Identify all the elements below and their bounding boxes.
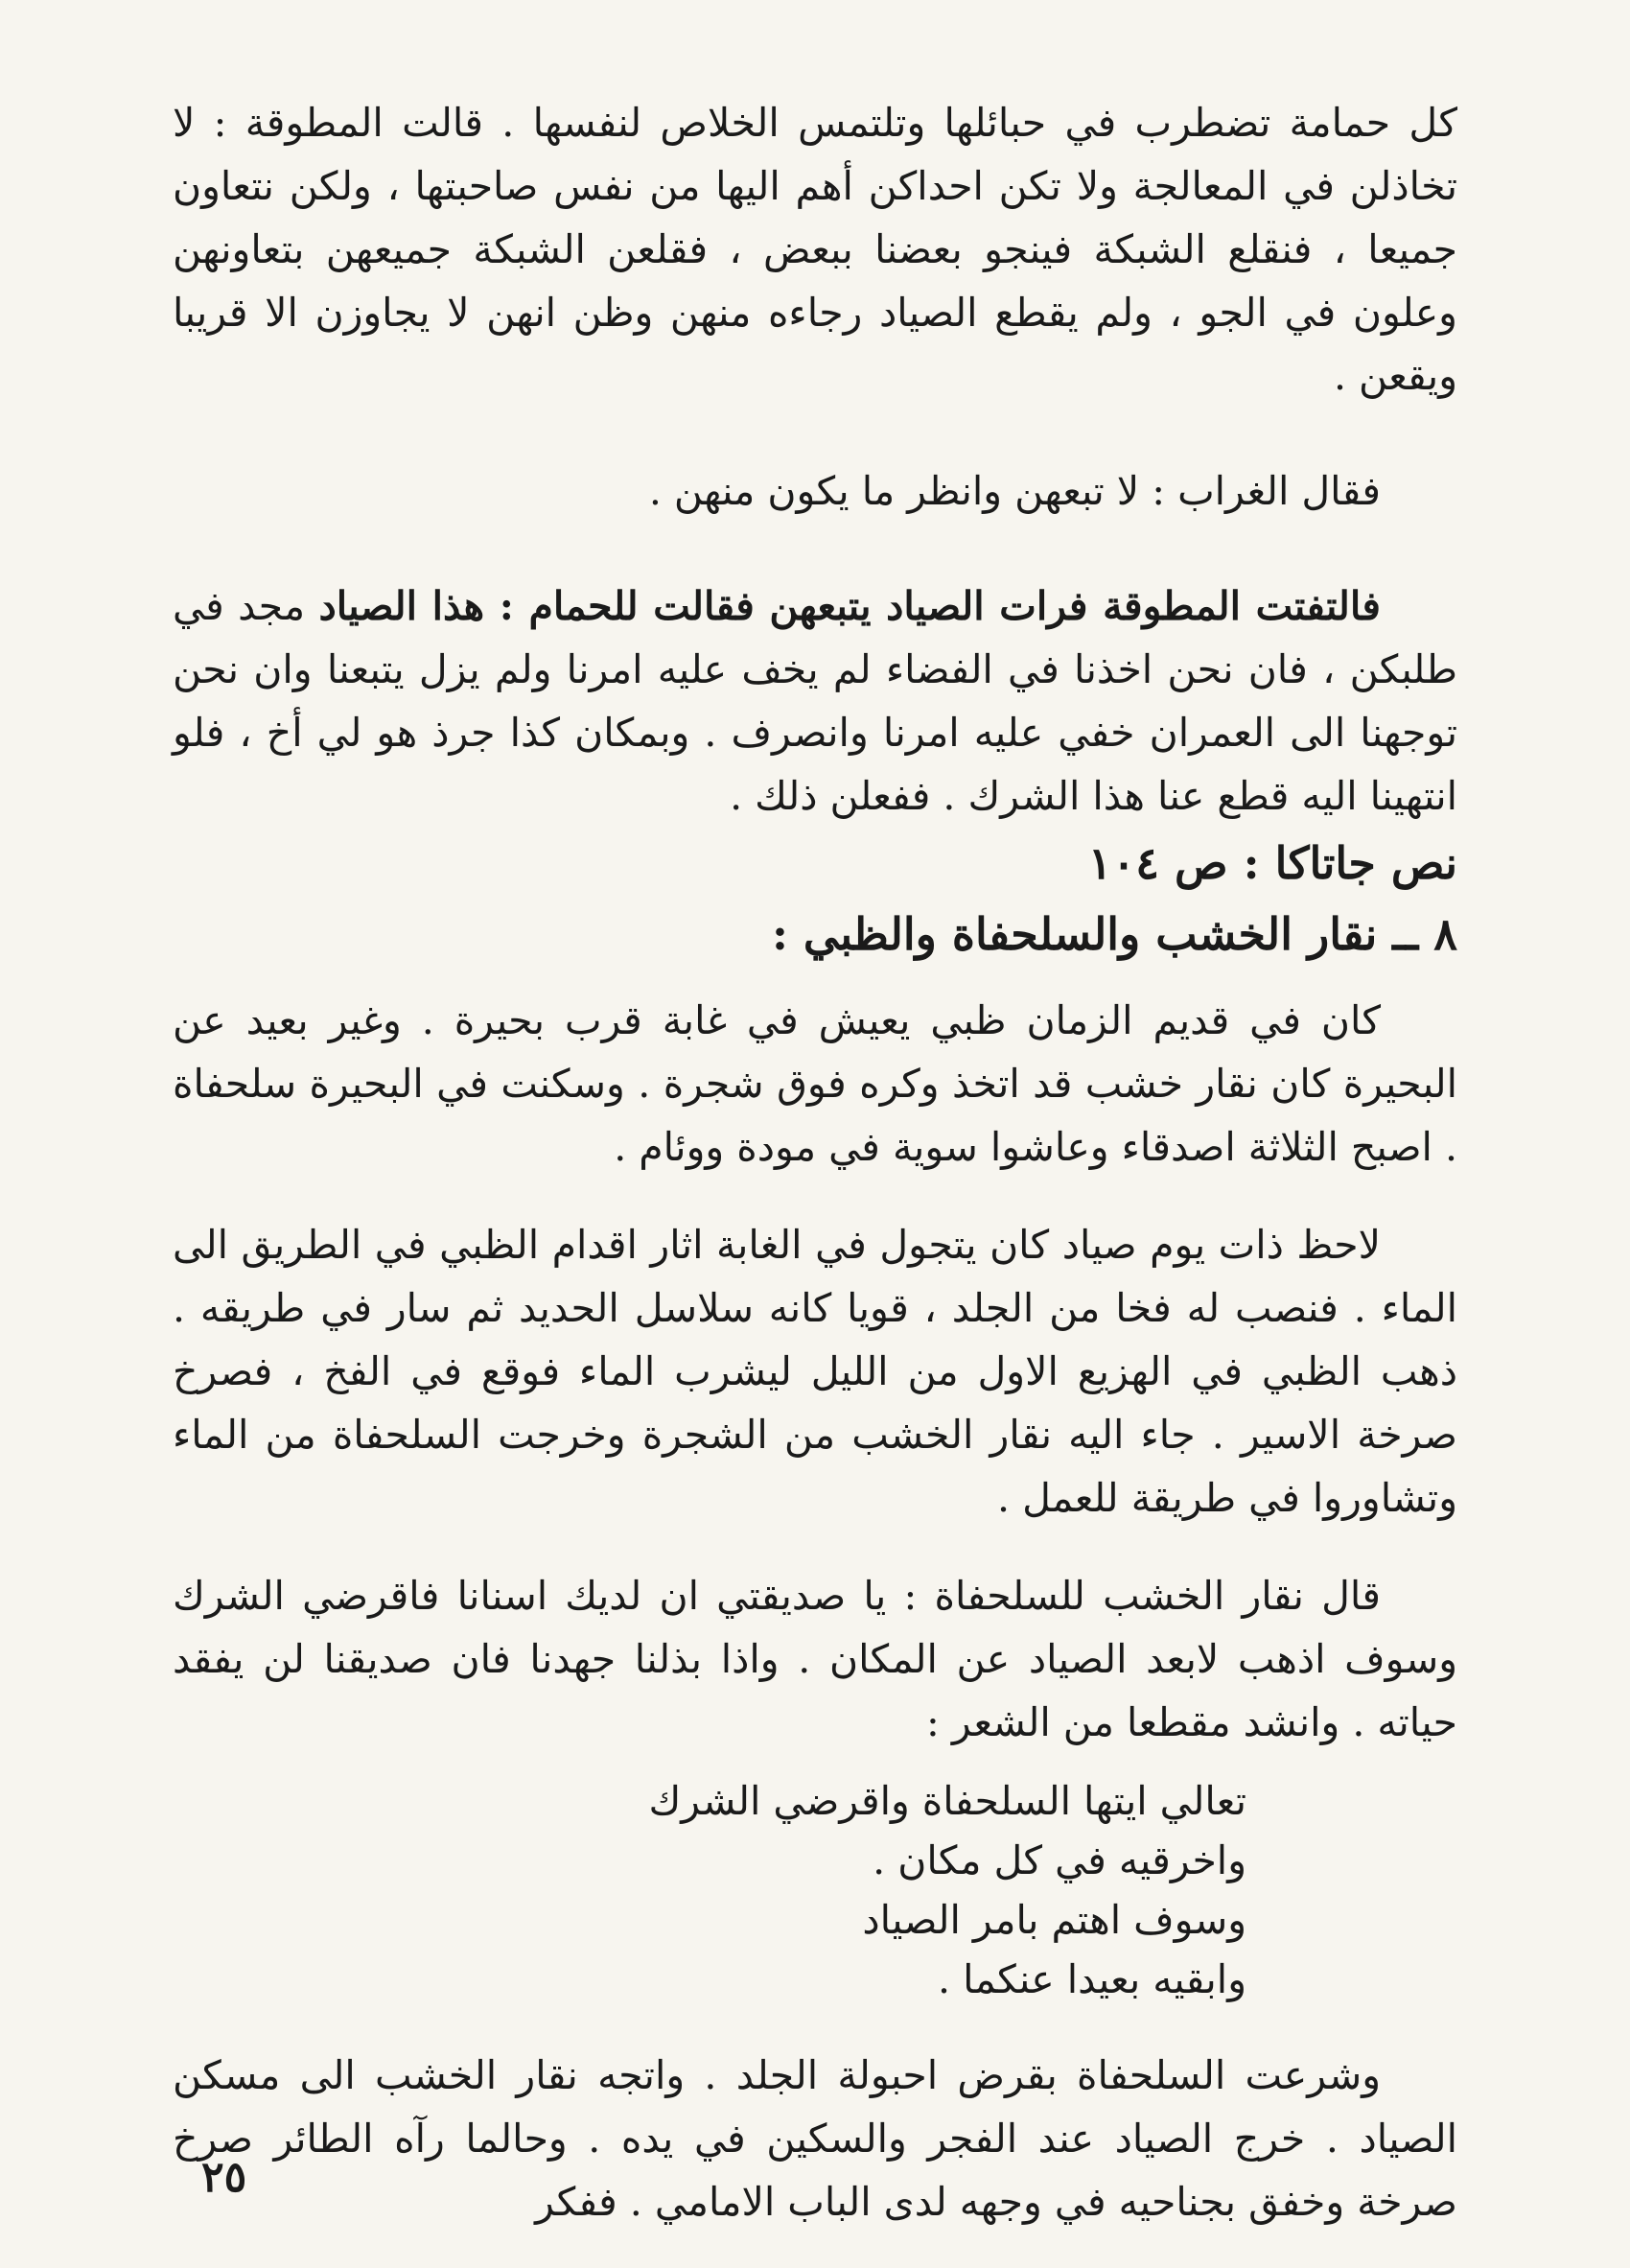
paragraph-dove-turns bbox=[173, 574, 1457, 828]
story-paragraph-3: قال نقار الخشب للسلحفاة : يا صديقتي ان لديك اسنانا فاقرضي الشرك وسوف اذهب لابعد الصياد عن المكان . واذا بذلنا جهدنا فان صديقنا لن يفقد حياته . وانشد مقطعا من الشعر : bbox=[173, 1573, 1457, 1745]
poem-line: تعالي ايتها السلحفاة واقرضي الشرك bbox=[648, 1778, 1246, 1824]
closing-paragraph: وشرعت السلحفاة بقرض احبولة الجلد . واتجه نقار الخشب الى مسكن الصياد . خرج الصياد عند الفجر والسكين في يده . وحالما رآه الطائر صرخ صرخة وخفق بجناحيه في وجهه لدى الباب الامامي . ففكر bbox=[173, 2052, 1457, 2225]
source-heading: نص جاتاكا : ص ١٠٤ bbox=[1087, 837, 1457, 889]
paragraph-rest: مجد في طلبكن ، فان نحن اخذنا في الفضاء لم يخف عليه امرنا ولم يزل يتبعنا وان نحن توجهنا الى العمران خفي عليه امرنا وانصرف . وبمكان كذا جرذ هو لي أخ ، فلو انتهينا اليه قطع عنا هذا الشرك . ففعلن ذلك . bbox=[173, 583, 1457, 819]
page-body bbox=[173, 91, 1457, 2233]
poem-stanza bbox=[173, 1771, 1457, 2009]
paragraph-crow-speech: فقال الغراب : لا تبعهن وانظر ما يكون منهن . bbox=[648, 468, 1381, 514]
poem-line: وسوف اهتم بامر الصياد bbox=[862, 1897, 1246, 1943]
poem-line: واخرقيه في كل مكان . bbox=[873, 1837, 1246, 1883]
page-number: ٢٥ bbox=[201, 2153, 247, 2202]
story-paragraph-2: لاحظ ذات يوم صياد كان يتجول في الغابة اثار اقدام الظبي في الطريق الى الماء . فنصب له فخا من الجلد ، قويا كانه سلاسل الحديد ثم سار في طريقه . ذهب الظبي في الهزيع الاول من الليل ليشرب الماء فوقع في الفخ ، فصرخ صرخة الاسير . جاء اليه نقار الخشب من الشجرة وخرجت السلحفاة من الماء وتشاوروا في طريقة للعمل . bbox=[173, 1222, 1457, 1521]
paragraph-lead-bold: فالتفتت المطوقة فرات الصياد يتبعهن فقالت للحمام : هذا الصياد bbox=[318, 583, 1381, 629]
story-heading: ٨ ــ نقار الخشب والسلحفاة والظبي : bbox=[771, 908, 1457, 960]
paragraph-doves-escape: كل حمامة تضطرب في حبائلها وتلتمس الخلاص لنفسها . قالت المطوقة : لا تخاذلن في المعالجة ولا تكن احداكن أهم اليها من نفس صاحبتها ، ولكن نتعاون جميعا ، فنقلع الشبكة فينجو بعضنا ببعض ، فقلعن الشبكة جميعهن بتعاونهن وعلون في الجو ، ولم يقطع الصياد رجاءه منهن وظن انهن لا يجاوزن الا قريبا ويقعن . bbox=[173, 100, 1457, 399]
poem-line: وابقيه بعيدا عنكما . bbox=[938, 1956, 1246, 2002]
story-paragraph-1: كان في قديم الزمان ظبي يعيش في غابة قرب بحيرة . وغير بعيد عن البحيرة كان نقار خشب قد اتخذ وكره فوق شجرة . وسكنت في البحيرة سلحفاة . اصبح الثلاثة اصدقاء وعاشوا سوية في مودة ووئام . bbox=[173, 997, 1457, 1170]
